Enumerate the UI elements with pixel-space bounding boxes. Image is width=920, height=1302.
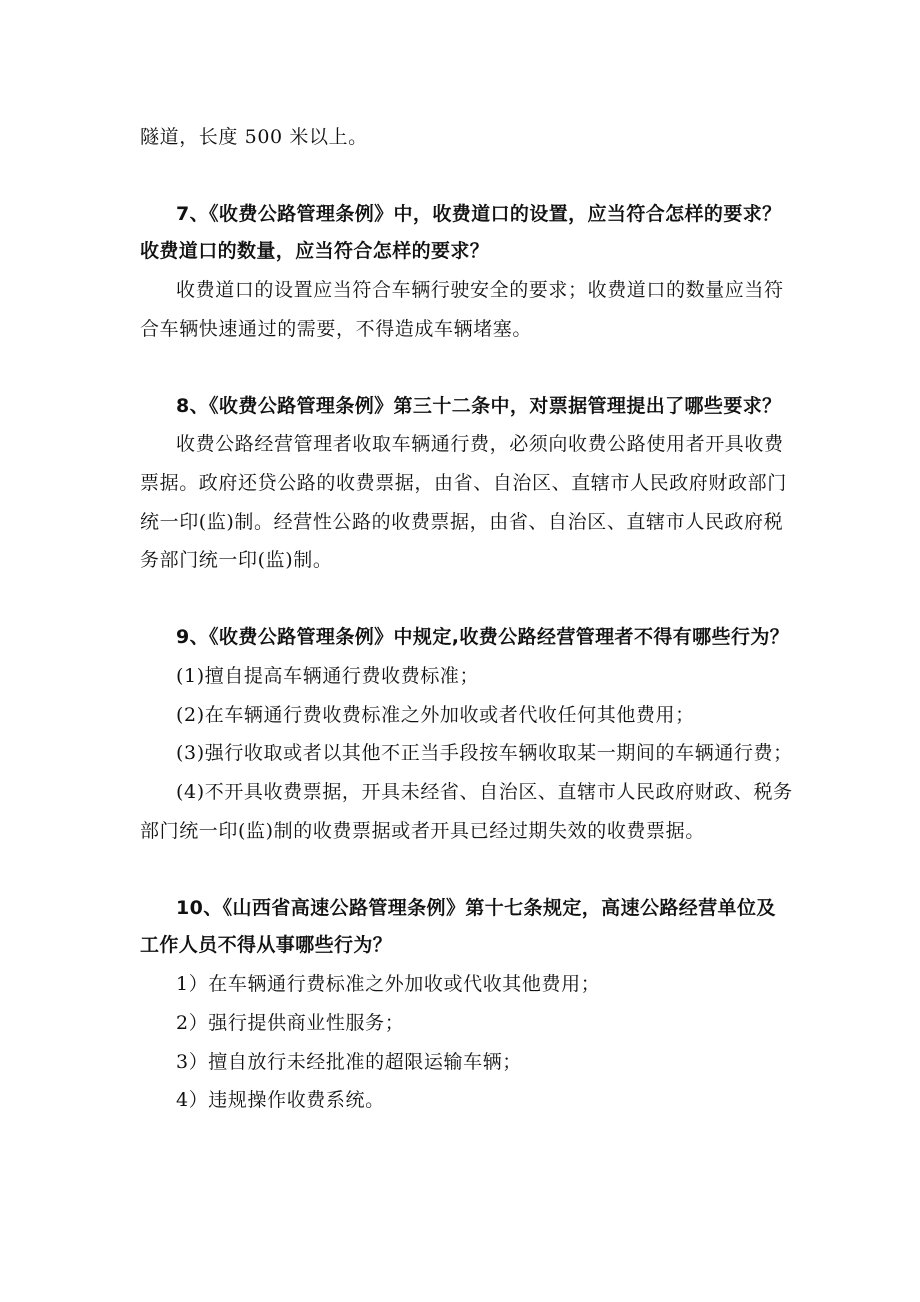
q8-answer-line4: 务部门统一印(监)制。 [140, 549, 333, 571]
q10-item-2: 2）强行提供商业性服务； [176, 1012, 405, 1034]
q9-item-2: (2)在车辆通行费收费标准之外加收或者代收任何其他费用； [176, 704, 695, 726]
q10-heading-line2: 工作人员不得从事哪些行为？ [140, 934, 393, 956]
q9-item-3: (3)强行收取或者以其他不正当手段按车辆收取某一期间的车辆通行费； [176, 742, 793, 764]
q10-item-3: 3）擅自放行未经批准的超限运输车辆； [176, 1051, 522, 1073]
q7-heading-line1: 7、《收费公路管理条例》中，收费道口的设置，应当符合怎样的要求？ [176, 203, 782, 225]
q7-answer-line1: 收费道口的设置应当符合车辆行驶安全的要求；收费道口的数量应当符 [176, 279, 784, 301]
q9-item-4-line1: (4)不开具收费票据，开具未经省、自治区、直辖市人民政府财政、税务 [176, 781, 793, 803]
q10-item-1: 1）在车辆通行费标准之外加收或代收其他费用； [176, 973, 601, 995]
q10-item-4: 4）违规操作收费系统。 [176, 1089, 385, 1111]
q8-answer-line1: 收费公路经营管理者收取车辆通行费，必须向收费公路使用者开具收费 [176, 433, 784, 455]
q8-answer-line2: 票据。政府还贷公路的收费票据，由省、自治区、直辖市人民政府财政部门 [140, 472, 787, 494]
intro-text: 隧道，长度 500 米以上。 [140, 126, 368, 148]
q9-item-1: (1)擅自提高车辆通行费收费标准； [176, 665, 480, 687]
q10-heading-line1: 10、《山西省高速公路管理条例》第十七条规定，高速公路经营单位及 [176, 897, 776, 919]
q9-heading: 9、《收费公路管理条例》中规定,收费公路经营管理者不得有哪些行为？ [176, 626, 790, 648]
q7-heading-line2: 收费道口的数量，应当符合怎样的要求？ [140, 240, 490, 262]
q8-heading: 8、《收费公路管理条例》第三十二条中，对票据管理提出了哪些要求？ [176, 395, 782, 417]
q8-answer-line3: 统一印(监)制。经营性公路的收费票据，由省、自治区、直辖市人民政府税 [140, 511, 784, 533]
q7-answer-line2: 合车辆快速通过的需要，不得造成车辆堵塞。 [140, 318, 533, 340]
q9-item-4-line2: 部门统一印(监)制的收费票据或者开具已经过期失效的收费票据。 [140, 820, 705, 842]
